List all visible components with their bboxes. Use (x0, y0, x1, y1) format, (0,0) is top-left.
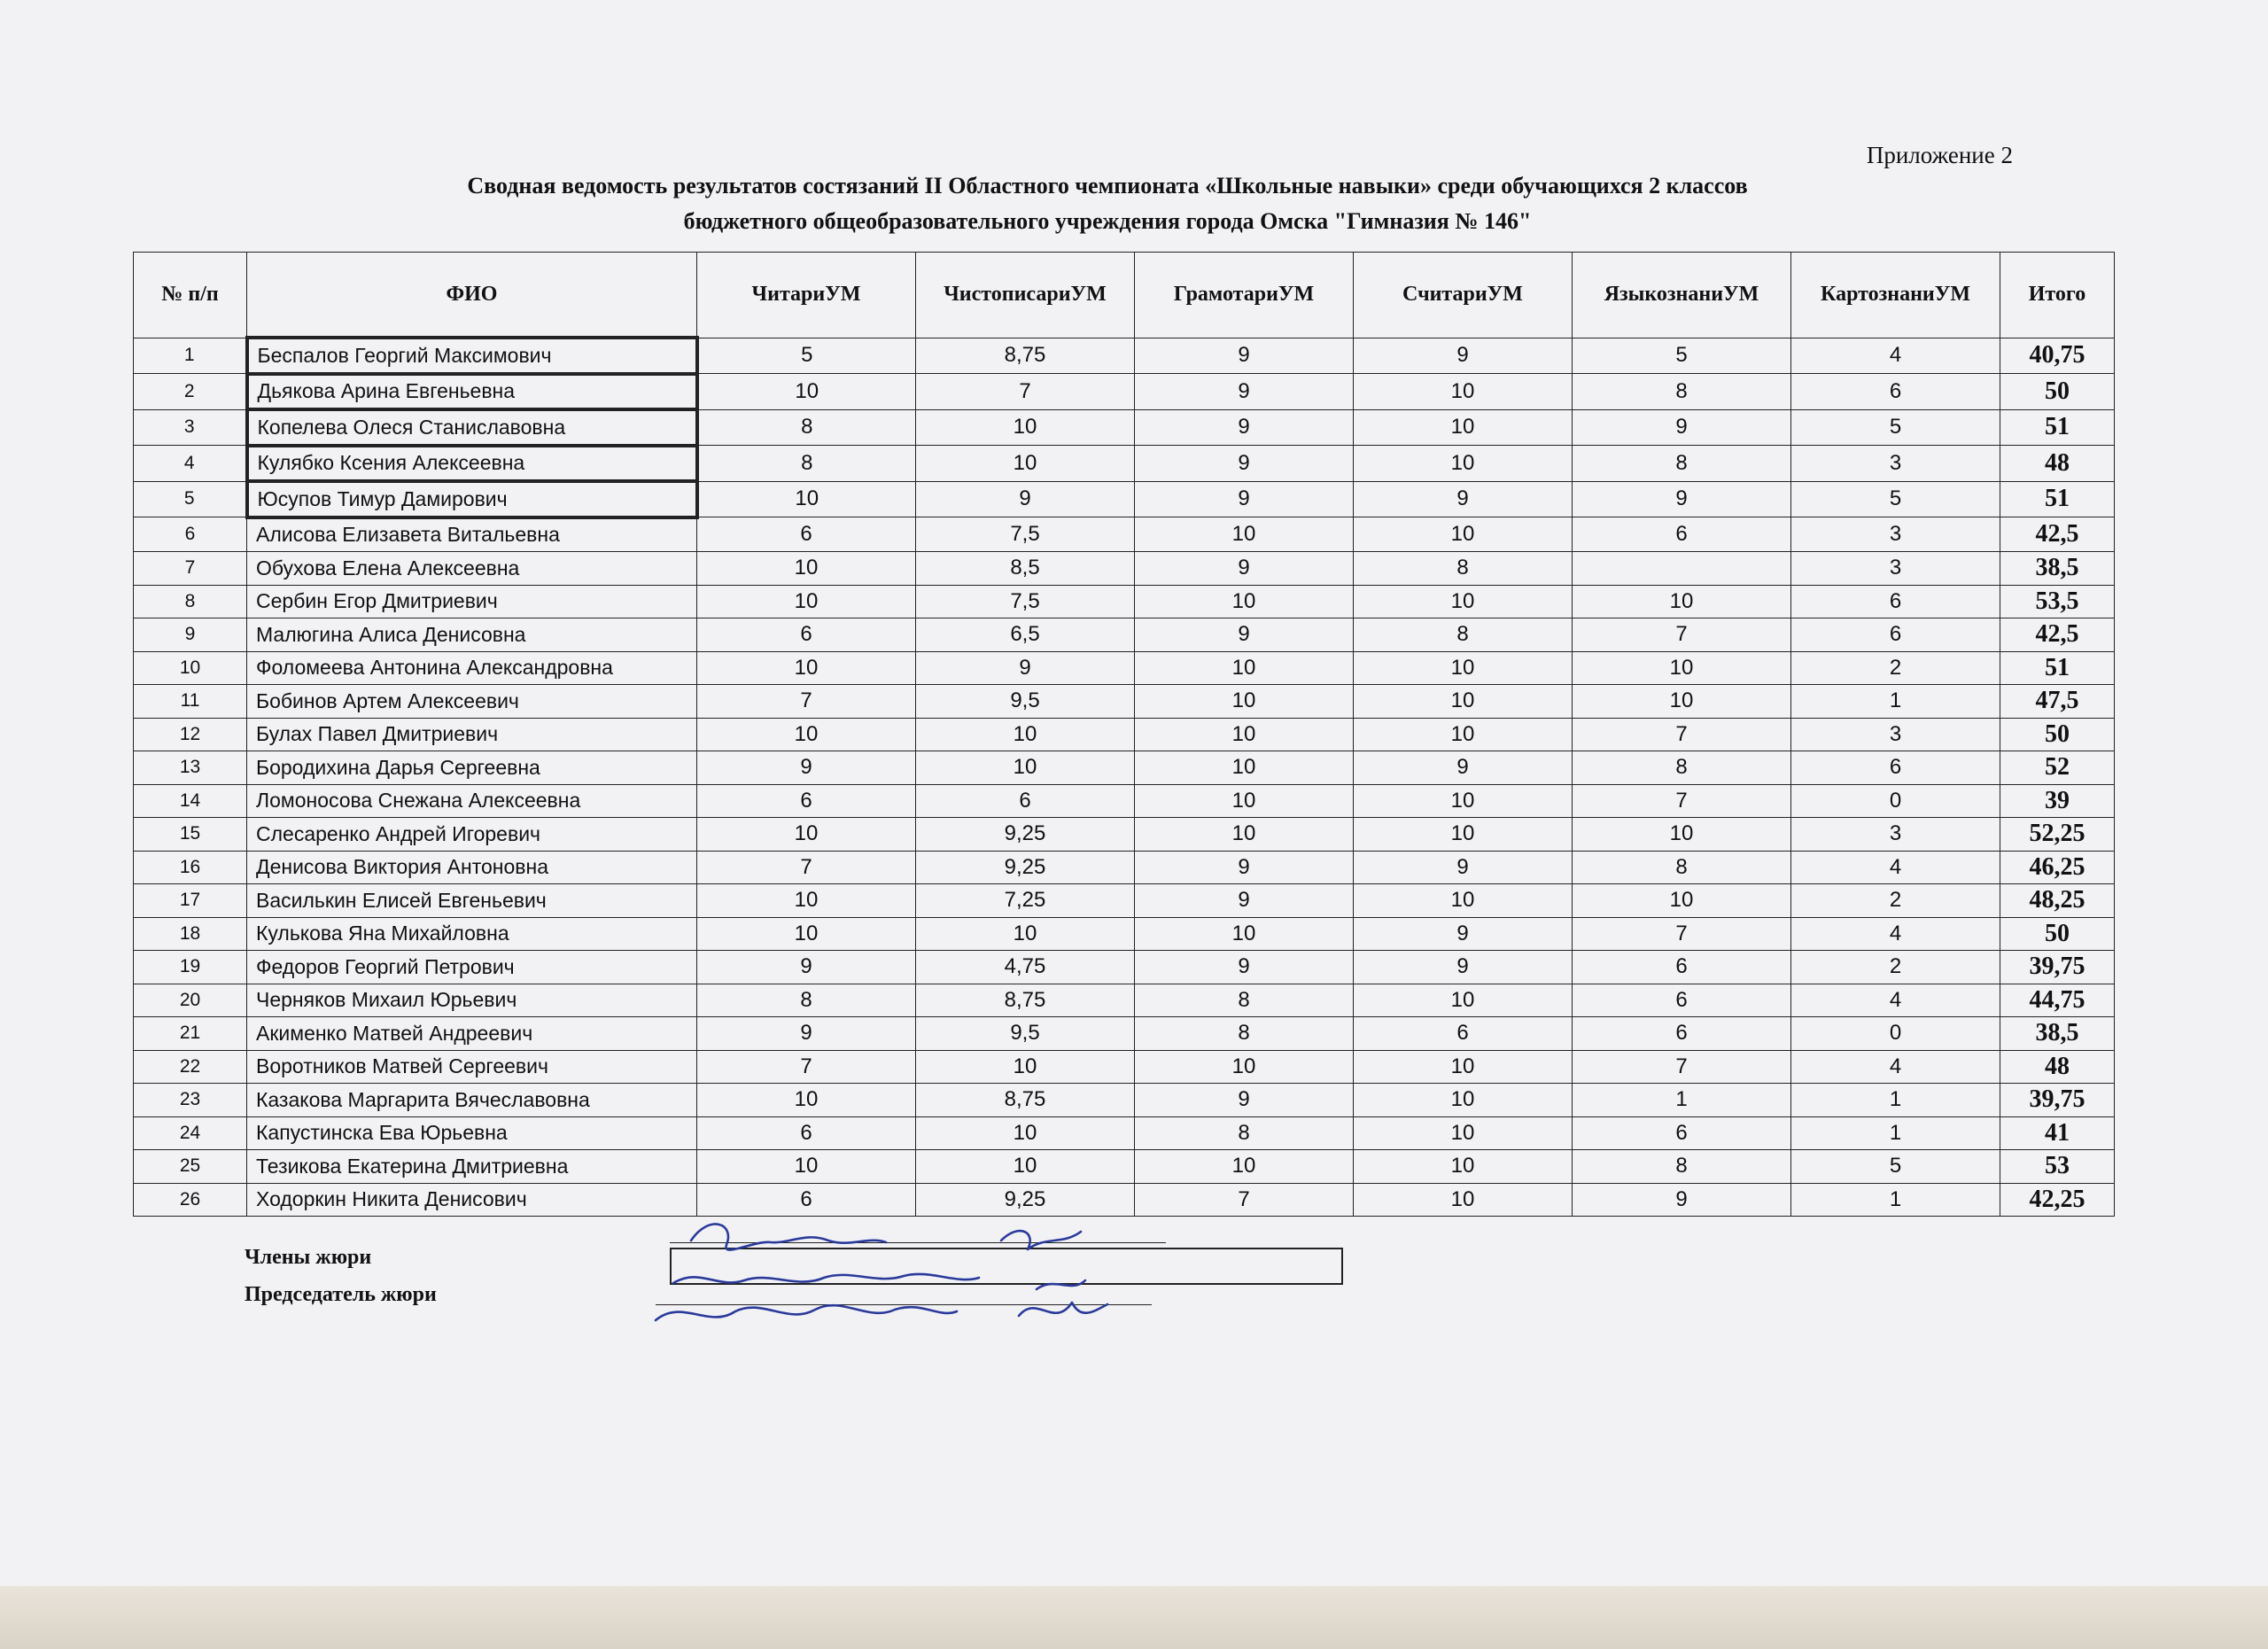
row-number: 14 (134, 784, 247, 818)
score-cell: 6 (1573, 984, 1791, 1017)
total-score: 38,5 (2000, 1017, 2115, 1051)
table-row (134, 685, 2115, 719)
score-cell: 6 (1354, 1017, 1573, 1051)
score-cell: 8 (697, 984, 916, 1017)
score-cell: 10 (1135, 818, 1354, 852)
table-row (134, 818, 2115, 852)
total-score: 48,25 (2000, 884, 2115, 918)
row-number: 23 (134, 1084, 247, 1117)
row-number: 12 (134, 718, 247, 751)
score-cell: 10 (697, 818, 916, 852)
score-cell: 10 (1354, 1050, 1573, 1084)
score-cell: 9 (1135, 481, 1354, 517)
score-cell: 0 (1791, 784, 2000, 818)
total-score: 39,75 (2000, 951, 2115, 984)
table-row (134, 585, 2115, 618)
score-cell: 10 (1354, 446, 1573, 482)
score-cell: 9 (1135, 1084, 1354, 1117)
table-row (134, 951, 2115, 984)
score-cell: 9 (697, 751, 916, 785)
score-cell: 10 (1354, 651, 1573, 685)
score-cell: 6 (697, 517, 916, 552)
row-number: 19 (134, 951, 247, 984)
row-number: 22 (134, 1050, 247, 1084)
participant-name: Капустинска Ева Юрьевна (247, 1116, 697, 1150)
score-cell: 9 (1135, 446, 1354, 482)
handwritten-signatures (638, 1205, 1134, 1356)
score-cell: 9 (1354, 917, 1573, 951)
total-score: 50 (2000, 374, 2115, 410)
total-score: 51 (2000, 409, 2115, 446)
total-score: 51 (2000, 481, 2115, 517)
score-cell: 8 (1354, 618, 1573, 652)
score-cell: 8,75 (916, 984, 1135, 1017)
score-cell: 10 (1354, 409, 1573, 446)
score-cell: 10 (1354, 585, 1573, 618)
score-cell: 10 (1135, 1150, 1354, 1184)
row-number: 5 (134, 481, 247, 517)
score-cell: 9 (1135, 409, 1354, 446)
score-cell: 7,25 (916, 884, 1135, 918)
row-number: 8 (134, 585, 247, 618)
score-cell: 10 (1135, 784, 1354, 818)
score-cell: 7,5 (916, 517, 1135, 552)
score-cell: 7 (697, 685, 916, 719)
score-cell: 10 (916, 1050, 1135, 1084)
score-cell: 8 (1354, 552, 1573, 586)
score-cell: 6 (1791, 374, 2000, 410)
score-cell: 9 (1354, 951, 1573, 984)
table-row (134, 1116, 2115, 1150)
score-cell: 8 (697, 409, 916, 446)
score-cell: 9,25 (916, 818, 1135, 852)
score-cell: 10 (1354, 818, 1573, 852)
signature-stroke-3 (656, 1305, 957, 1320)
participant-name: Беспалов Георгий Максимович (247, 338, 697, 374)
score-cell: 10 (1354, 884, 1573, 918)
score-cell: 10 (697, 481, 916, 517)
total-score: 38,5 (2000, 552, 2115, 586)
total-score: 40,75 (2000, 338, 2115, 374)
score-cell: 9 (1135, 951, 1354, 984)
score-cell: 7 (697, 1050, 916, 1084)
score-cell: 10 (1354, 1183, 1573, 1217)
signature-scribble-2 (1037, 1280, 1085, 1289)
score-cell (1573, 552, 1791, 586)
score-cell: 10 (1354, 718, 1573, 751)
total-score: 42,5 (2000, 517, 2115, 552)
score-cell: 4 (1791, 1050, 2000, 1084)
scan-bottom-edge (0, 1586, 2268, 1649)
score-cell: 5 (1573, 338, 1791, 374)
row-number: 2 (134, 374, 247, 410)
table-row (134, 481, 2115, 517)
score-cell: 6 (916, 784, 1135, 818)
score-cell: 10 (916, 409, 1135, 446)
row-number: 10 (134, 651, 247, 685)
score-cell: 10 (1354, 984, 1573, 1017)
table-row (134, 1017, 2115, 1051)
score-cell: 7 (1573, 718, 1791, 751)
score-cell: 3 (1791, 446, 2000, 482)
score-cell: 10 (916, 446, 1135, 482)
score-cell: 10 (1573, 818, 1791, 852)
score-cell: 8 (1573, 851, 1791, 884)
total-score: 42,5 (2000, 618, 2115, 652)
score-cell: 10 (697, 1150, 916, 1184)
participant-name: Слесаренко Андрей Игоревич (247, 818, 697, 852)
score-cell: 8 (1573, 446, 1791, 482)
row-number: 7 (134, 552, 247, 586)
score-cell: 10 (697, 1084, 916, 1117)
row-number: 9 (134, 618, 247, 652)
total-score: 48 (2000, 446, 2115, 482)
column-header: ЯзыкознаниУМ (1573, 253, 1791, 338)
score-cell: 9 (1573, 409, 1791, 446)
score-cell: 9 (1135, 338, 1354, 374)
score-cell: 6 (1573, 517, 1791, 552)
table-row (134, 374, 2115, 410)
score-cell: 9,25 (916, 1183, 1135, 1217)
score-cell: 9,5 (916, 1017, 1135, 1051)
row-number: 1 (134, 338, 247, 374)
score-cell: 7 (916, 374, 1135, 410)
participant-name: Казакова Маргарита Вячеславовна (247, 1084, 697, 1117)
row-number: 11 (134, 685, 247, 719)
participant-name: Копелева Олеся Станиславовна (247, 409, 697, 446)
score-cell: 9 (1354, 851, 1573, 884)
total-score: 41 (2000, 1116, 2115, 1150)
score-cell: 6 (1791, 618, 2000, 652)
score-cell: 6 (1573, 951, 1791, 984)
score-cell: 10 (1573, 651, 1791, 685)
participant-name: Дьякова Арина Евгеньевна (247, 374, 697, 410)
document-title (310, 168, 1905, 239)
score-cell: 1 (1791, 685, 2000, 719)
score-cell: 4,75 (916, 951, 1135, 984)
participant-name: Обухова Елена Алексеевна (247, 552, 697, 586)
column-header: ФИО (247, 253, 697, 338)
participant-name: Малюгина Алиса Денисовна (247, 618, 697, 652)
participant-name: Бобинов Артем Алексеевич (247, 685, 697, 719)
score-cell: 3 (1791, 517, 2000, 552)
score-cell: 9 (916, 651, 1135, 685)
score-cell: 4 (1791, 338, 2000, 374)
score-cell: 6 (697, 1183, 916, 1217)
score-cell: 8 (1135, 984, 1354, 1017)
participant-name: Акименко Матвей Андреевич (247, 1017, 697, 1051)
score-cell: 7 (1573, 917, 1791, 951)
score-cell: 1 (1573, 1084, 1791, 1117)
score-cell: 6 (697, 618, 916, 652)
score-cell: 6 (697, 784, 916, 818)
total-score: 51 (2000, 651, 2115, 685)
signature-scribble-1 (1001, 1231, 1081, 1249)
signature-stroke-1 (691, 1224, 886, 1249)
score-cell: 5 (1791, 1150, 2000, 1184)
title-line-2: бюджетного общеобразовательного учреждения города Омска "Гимназия № 146" (683, 208, 1532, 234)
score-cell: 10 (916, 1116, 1135, 1150)
score-cell: 10 (916, 1150, 1135, 1184)
score-cell: 9,5 (916, 685, 1135, 719)
row-number: 17 (134, 884, 247, 918)
table-row (134, 984, 2115, 1017)
table-row (134, 784, 2115, 818)
column-header: СчитариУМ (1354, 253, 1573, 338)
signature-scribble-3 (1019, 1303, 1107, 1316)
score-cell: 10 (1135, 917, 1354, 951)
score-cell: 10 (1354, 374, 1573, 410)
total-score: 46,25 (2000, 851, 2115, 884)
signature-stroke-2 (673, 1274, 979, 1283)
row-number: 25 (134, 1150, 247, 1184)
score-cell: 9 (1354, 481, 1573, 517)
score-cell: 6 (1791, 751, 2000, 785)
score-cell: 9 (697, 951, 916, 984)
table-row (134, 751, 2115, 785)
table-row (134, 409, 2115, 446)
score-cell: 5 (1791, 481, 2000, 517)
results-table (133, 252, 2115, 1217)
total-score: 50 (2000, 917, 2115, 951)
participant-name: Денисова Виктория Антоновна (247, 851, 697, 884)
score-cell: 2 (1791, 651, 2000, 685)
score-cell: 1 (1791, 1116, 2000, 1150)
score-cell: 9 (1135, 851, 1354, 884)
score-cell: 4 (1791, 851, 2000, 884)
score-cell: 6 (697, 1116, 916, 1150)
score-cell: 3 (1791, 818, 2000, 852)
score-cell: 8 (697, 446, 916, 482)
score-cell: 10 (916, 751, 1135, 785)
table-row (134, 917, 2115, 951)
score-cell: 10 (697, 718, 916, 751)
score-cell: 6 (1573, 1017, 1791, 1051)
participant-name: Юсупов Тимур Дамирович (247, 481, 697, 517)
score-cell: 6 (1573, 1116, 1791, 1150)
score-cell: 9 (1354, 338, 1573, 374)
column-header: КартознаниУМ (1791, 253, 2000, 338)
table-row (134, 1084, 2115, 1117)
total-score: 52 (2000, 751, 2115, 785)
score-cell: 10 (1354, 1084, 1573, 1117)
score-cell: 6 (1791, 585, 2000, 618)
score-cell: 8,5 (916, 552, 1135, 586)
participant-name: Василькин Елисей Евгеньевич (247, 884, 697, 918)
participant-name: Сербин Егор Дмитриевич (247, 585, 697, 618)
row-number: 13 (134, 751, 247, 785)
score-cell: 10 (1135, 685, 1354, 719)
score-cell: 10 (916, 718, 1135, 751)
title-line-1: Сводная ведомость результатов состязаний II Областного чемпионата «Школьные навыки» среди обучающихся 2 классов (467, 173, 1748, 198)
score-cell: 10 (1354, 685, 1573, 719)
score-cell: 7 (1573, 1050, 1791, 1084)
score-cell: 5 (1791, 409, 2000, 446)
total-score: 50 (2000, 718, 2115, 751)
score-cell: 10 (697, 651, 916, 685)
row-number: 18 (134, 917, 247, 951)
participant-name: Ходоркин Никита Денисович (247, 1183, 697, 1217)
score-cell: 0 (1791, 1017, 2000, 1051)
row-number: 20 (134, 984, 247, 1017)
participant-name: Кулябко Ксения Алексеевна (247, 446, 697, 482)
score-cell: 9 (697, 1017, 916, 1051)
total-score: 42,25 (2000, 1183, 2115, 1217)
score-cell: 9 (1135, 618, 1354, 652)
score-cell: 3 (1791, 552, 2000, 586)
table-row (134, 1150, 2115, 1184)
score-cell: 10 (1135, 1050, 1354, 1084)
score-cell: 10 (1135, 517, 1354, 552)
score-cell: 10 (1135, 651, 1354, 685)
total-score: 47,5 (2000, 685, 2115, 719)
jury-block (245, 1239, 437, 1313)
score-cell: 9 (1135, 884, 1354, 918)
score-cell: 10 (697, 917, 916, 951)
column-header: ЧистописариУМ (916, 253, 1135, 338)
score-cell: 7 (1135, 1183, 1354, 1217)
total-score: 39 (2000, 784, 2115, 818)
table-row (134, 851, 2115, 884)
table-row (134, 718, 2115, 751)
score-cell: 9 (1573, 1183, 1791, 1217)
score-cell: 1 (1791, 1183, 2000, 1217)
jury-members-label: Члены жюри (245, 1246, 372, 1269)
score-cell: 3 (1791, 718, 2000, 751)
participant-name: Воротников Матвей Сергеевич (247, 1050, 697, 1084)
score-cell: 10 (697, 552, 916, 586)
score-cell: 6,5 (916, 618, 1135, 652)
score-cell: 10 (1135, 751, 1354, 785)
score-cell: 10 (1354, 517, 1573, 552)
table-row (134, 338, 2115, 374)
score-cell: 10 (916, 917, 1135, 951)
table-row (134, 552, 2115, 586)
row-number: 26 (134, 1183, 247, 1217)
appendix-label: Приложение 2 (1866, 142, 2013, 168)
score-cell: 8 (1573, 374, 1791, 410)
participant-name: Фоломеева Антонина Александровна (247, 651, 697, 685)
row-number: 24 (134, 1116, 247, 1150)
total-score: 39,75 (2000, 1084, 2115, 1117)
score-cell: 7 (1573, 618, 1791, 652)
table-row (134, 446, 2115, 482)
score-cell: 9 (1354, 751, 1573, 785)
score-cell: 10 (1573, 585, 1791, 618)
table-row (134, 651, 2115, 685)
table-row (134, 517, 2115, 552)
participant-name: Кулькова Яна Михайловна (247, 917, 697, 951)
participant-name: Черняков Михаил Юрьевич (247, 984, 697, 1017)
row-number: 15 (134, 818, 247, 852)
column-header: Итого (2000, 253, 2115, 338)
table-body (134, 338, 2115, 1217)
score-cell: 9 (916, 481, 1135, 517)
score-cell: 5 (697, 338, 916, 374)
participant-name: Тезикова Екатерина Дмитриевна (247, 1150, 697, 1184)
score-cell: 4 (1791, 917, 2000, 951)
column-header: № п/п (134, 253, 247, 338)
total-score: 53,5 (2000, 585, 2115, 618)
total-score: 53 (2000, 1150, 2115, 1184)
score-cell: 4 (1791, 984, 2000, 1017)
score-cell: 9 (1135, 374, 1354, 410)
score-cell: 8 (1135, 1017, 1354, 1051)
table-header-row (134, 253, 2115, 338)
score-cell: 9 (1573, 481, 1791, 517)
row-number: 6 (134, 517, 247, 552)
column-header: ЧитариУМ (697, 253, 916, 338)
row-number: 4 (134, 446, 247, 482)
participant-name: Булах Павел Дмитриевич (247, 718, 697, 751)
total-score: 52,25 (2000, 818, 2115, 852)
score-cell: 7 (1573, 784, 1791, 818)
row-number: 3 (134, 409, 247, 446)
column-header: ГрамотариУМ (1135, 253, 1354, 338)
score-cell: 9 (1135, 552, 1354, 586)
score-cell: 2 (1791, 951, 2000, 984)
score-cell: 2 (1791, 884, 2000, 918)
table-row (134, 1050, 2115, 1084)
total-score: 44,75 (2000, 984, 2115, 1017)
score-cell: 8 (1573, 751, 1791, 785)
score-cell: 10 (697, 585, 916, 618)
participant-name: Федоров Георгий Петрович (247, 951, 697, 984)
jury-chair-label: Председатель жюри (245, 1283, 437, 1306)
score-cell: 7 (697, 851, 916, 884)
score-cell: 7,5 (916, 585, 1135, 618)
score-cell: 9,25 (916, 851, 1135, 884)
score-cell: 10 (1573, 884, 1791, 918)
participant-name: Бородихина Дарья Сергеевна (247, 751, 697, 785)
score-cell: 8 (1573, 1150, 1791, 1184)
score-cell: 8 (1135, 1116, 1354, 1150)
row-number: 21 (134, 1017, 247, 1051)
participant-name: Алисова Елизавета Витальевна (247, 517, 697, 552)
score-cell: 10 (697, 884, 916, 918)
score-cell: 10 (1354, 1150, 1573, 1184)
participant-name: Ломоносова Снежана Алексеевна (247, 784, 697, 818)
table-row (134, 884, 2115, 918)
score-cell: 8,75 (916, 1084, 1135, 1117)
table-row (134, 618, 2115, 652)
score-cell: 8,75 (916, 338, 1135, 374)
total-score: 48 (2000, 1050, 2115, 1084)
score-cell: 1 (1791, 1084, 2000, 1117)
score-cell: 10 (1354, 1116, 1573, 1150)
score-cell: 10 (1354, 784, 1573, 818)
row-number: 16 (134, 851, 247, 884)
score-cell: 10 (1135, 585, 1354, 618)
score-cell: 10 (1573, 685, 1791, 719)
score-cell: 10 (1135, 718, 1354, 751)
score-cell: 10 (697, 374, 916, 410)
